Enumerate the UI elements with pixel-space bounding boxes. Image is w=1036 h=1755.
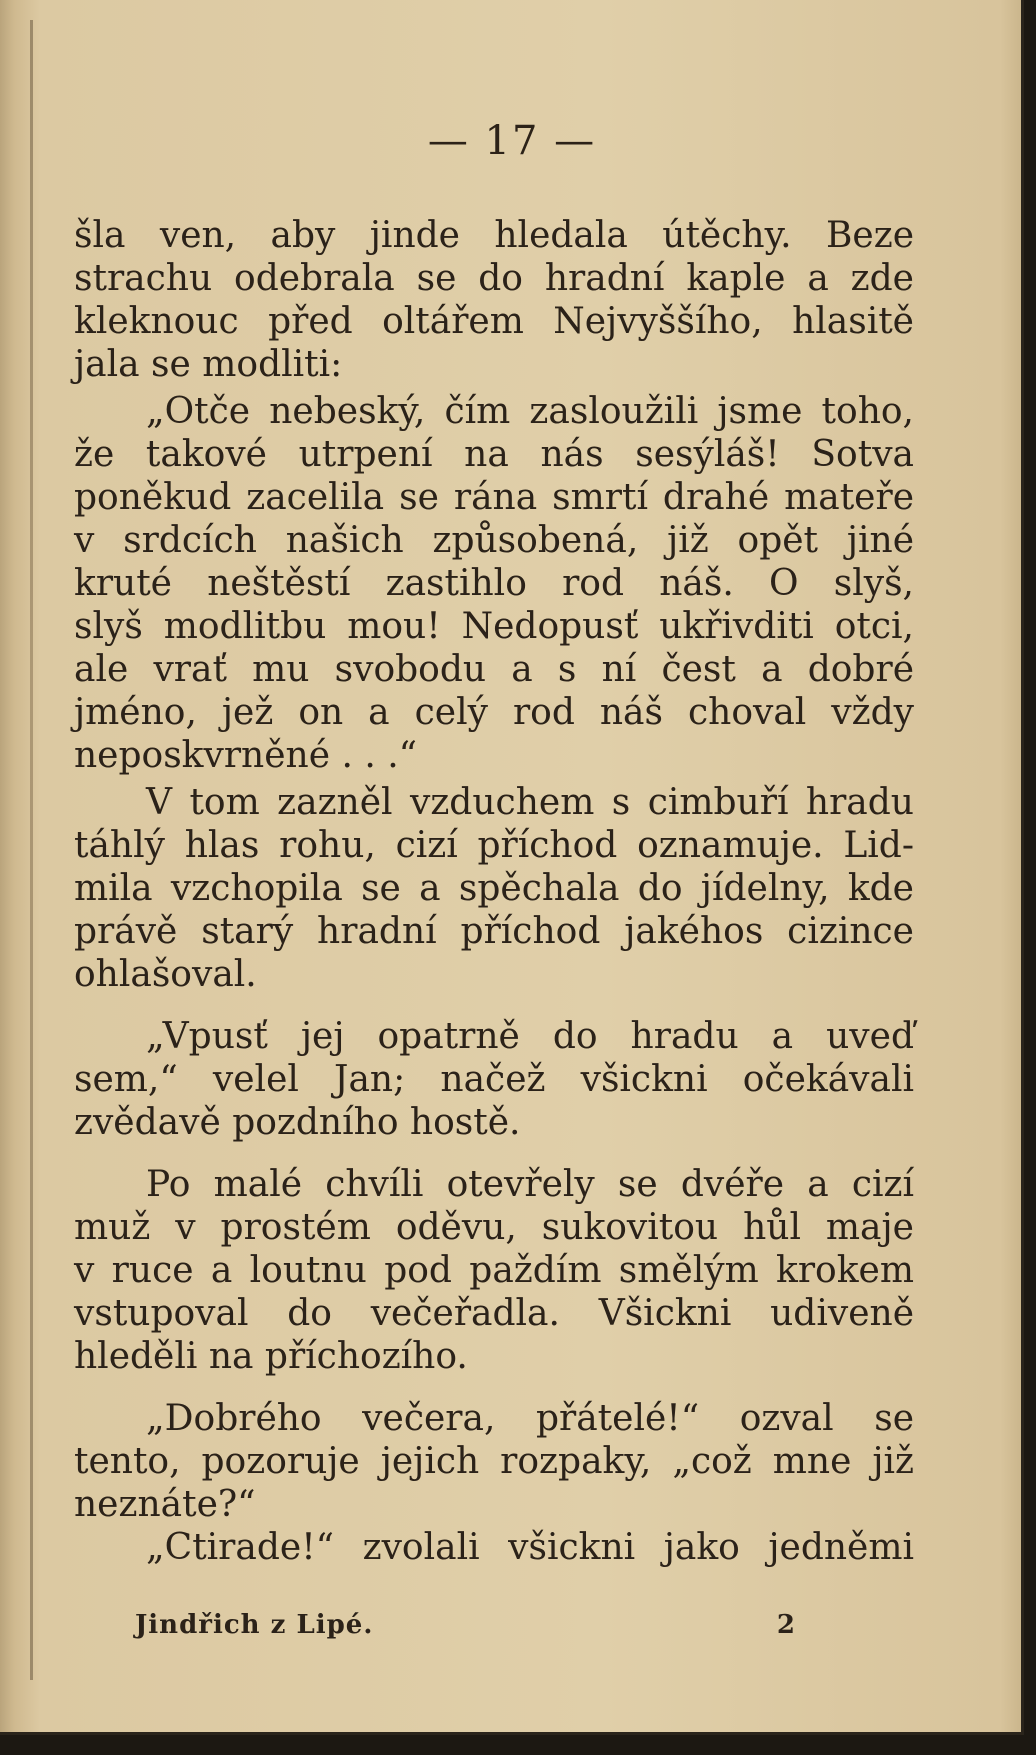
text-line: „Vpusť jej opatrně do hradu a uveď <box>146 1016 914 1057</box>
text-line: strachu odebrala se do hradní kaple a zde <box>74 258 914 299</box>
text-line: ale vrať mu svobodu a s ní čest a dobré <box>74 649 914 690</box>
text-line: vstupoval do večeřadla. Všickni udiveně <box>74 1293 914 1334</box>
text-line: mila vzchopila se a spěchala do jídelny, kde <box>74 868 914 909</box>
text-line: hleděli na příchozího. <box>74 1336 468 1377</box>
text-line: právě starý hradní příchod jakéhos cizince <box>74 911 914 952</box>
text-line: v ruce a loutnu pod paždím smělým krokem <box>74 1250 914 1291</box>
text-line: „Ctirade!“ zvolali všickni jako jedněmi <box>146 1527 914 1568</box>
text-line: ohlašoval. <box>74 954 257 995</box>
signature-mark: Jindřich z Lipé. <box>135 1610 374 1640</box>
text-line: neznáte?“ <box>74 1484 256 1525</box>
text-line: Po malé chvíli otevřely se dvéře a cizí <box>146 1164 914 1205</box>
text-line: tento, pozoruje jejich rozpaky, „což mne již <box>74 1441 914 1482</box>
body-text <box>74 214 914 1569</box>
text-line: V tom zazněl vzduchem s cimbuří hradu <box>146 782 914 823</box>
text-line: slyš modlitbu mou! Nedopusť ukřivditi otci, <box>74 606 914 647</box>
text-line: poněkud zacelila se rána smrtí drahé mateře <box>74 477 914 518</box>
sheet-number: 2 <box>776 1610 795 1640</box>
text-line: jala se modliti: <box>74 344 343 385</box>
text-line: „Otče nebeský, čím zasloužili jsme toho, <box>146 391 914 432</box>
text-line: muž v prostém oděvu, sukovitou hůl maje <box>74 1207 914 1248</box>
page-number: — 17 — <box>427 118 597 164</box>
text-line: jméno, jež on a celý rod náš choval vždy <box>74 692 914 733</box>
text-line: „Dobrého večera, přátelé!“ ozval se <box>146 1398 914 1439</box>
page-footer <box>135 1610 795 1640</box>
text-line: sem,“ velel Jan; načež všickni očekávali <box>74 1059 914 1100</box>
text-line: v srdcích našich způsobená, již opět jiné <box>74 520 914 561</box>
text-line: táhlý hlas rohu, cizí příchod oznamuje. Lid- <box>74 825 914 866</box>
text-line: zvědavě pozdního hostě. <box>74 1102 521 1143</box>
text-line: neposkvrněné . . .“ <box>74 735 418 776</box>
binding-gutter <box>30 20 33 1680</box>
text-line: že takové utrpení na nás sesýláš! Sotva <box>74 434 914 475</box>
text-line: kleknouc před oltářem Nejvyššího, hlasitě <box>74 301 914 342</box>
text-line: kruté neštěstí zastihlo rod náš. O slyš, <box>74 563 914 604</box>
text-line: šla ven, aby jinde hledala útěchy. Beze <box>74 215 914 256</box>
